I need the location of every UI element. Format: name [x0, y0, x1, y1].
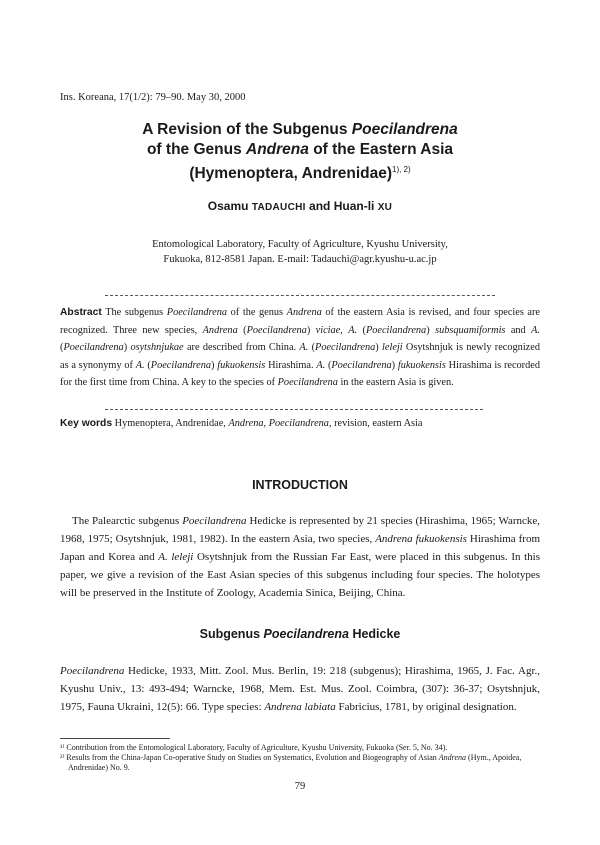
author-list [60, 199, 540, 213]
title-text: A Revision of the Subgenus [142, 121, 352, 138]
abstract-text: and [505, 324, 532, 336]
body-italic: Andrena labiata [264, 701, 336, 713]
abstract-text: ) [211, 359, 218, 371]
abstract-italic: Andrena [286, 307, 322, 318]
abstract-italic: fukuokensis [217, 359, 266, 371]
paper-title [60, 120, 540, 184]
body-text: Hirashima from Japan and Korea and [60, 533, 541, 563]
author-given-name: Huan-li [333, 199, 378, 213]
title-italic: Poecilandrena [351, 121, 458, 138]
heading-text: Hedicke [348, 627, 401, 641]
abstract-text: ( [357, 324, 366, 336]
separator-rule [105, 295, 495, 296]
keywords-label: Key words [60, 418, 113, 429]
author-conjunction: and [305, 199, 334, 213]
abstract-italic: Poecilandrena [315, 342, 376, 353]
abstract-text: ) [123, 342, 131, 353]
affiliation-line: Fukuoka, 812-8581 Japan. E-mail: Tadauchi@agr.kyushu-u.ac.jp [163, 254, 437, 265]
abstract-italic: Andrena [202, 324, 238, 336]
abstract-italic: Poecilandrena [277, 377, 338, 388]
title-italic: Andrena [246, 141, 309, 158]
abstract [60, 304, 540, 392]
body-text: Hedicke, 1933, Mitt. Zool. Mus. Berlin, 19: 218 (subgenus); Hirashima, 1965, J. Fac. Agr., Kyushu Univ., 13: 493-494; Warncke, 1968, Mem. Est. Mus. Zool. Coimbra, (307): 36-37; Osytshnjuk, 1975, Fauna Ukraini, 12(5): 66. Type species: [60, 665, 540, 713]
title-text: (Hymenoptera, Andrenidae) [189, 165, 392, 183]
abstract-text: , [340, 324, 349, 336]
title-text: of the Eastern Asia [308, 141, 454, 158]
abstract-italic: Poecilandrena [63, 342, 124, 353]
footnote-1: ¹⁾ Contribution from the Entomological Laboratory, Faculty of Agriculture, Kyushu University, Fukuoka (Ser. 5, No. 34). [60, 743, 448, 752]
abstract-text: Hirashima is recorded for the first time from China. A key to the species of [60, 359, 540, 388]
footnote-rule [60, 738, 170, 739]
keywords-text: Hymenoptera, Andrenidae, [112, 418, 229, 429]
abstract-text: ( [237, 324, 247, 336]
keywords-italic: Poecilandrena [268, 418, 329, 429]
abstract-italic: subsquamiformis [435, 324, 506, 336]
body-text: Osytshnjuk from the Russian Far East, were placed in this subgenus. In this paper, we give a revision of the East Asian species of this subgenus including four species. The holotypes will be preserved in the Institute of Zoology, Academia Sinica, Beijing, China. [60, 551, 541, 599]
affiliation [60, 237, 540, 267]
page-number: 79 [294, 781, 306, 792]
abstract-italic: A. [348, 324, 358, 336]
author-surname: TADAUCHI [251, 202, 306, 213]
body-italic: Poecilandrena [60, 665, 125, 677]
abstract-text: ) [375, 342, 383, 353]
body-italic: A. leleji [158, 551, 194, 563]
abstract-italic: A. [299, 342, 309, 353]
abstract-italic: Poecilandrena [166, 307, 228, 318]
abstract-text: are described from China. [183, 342, 300, 353]
heading-italic: Poecilandrena [263, 627, 349, 641]
abstract-italic: Poecilandrena [246, 324, 307, 336]
abstract-italic: viciae [315, 324, 341, 336]
abstract-text: Hirashima. [265, 359, 317, 371]
abstract-italic: osytshnjukae [130, 342, 184, 353]
body-text: Hedicke is represented by 21 species (Hirashima, 1965; Warncke, 1968, 1975; Osytshnjuk, 1981, 1982). In the eastern Asia, two species, [60, 515, 541, 545]
abstract-italic: fukuokensis [397, 359, 446, 371]
journal-citation: Ins. Koreana, 17(1/2): 79–90. May 30, 2000 [60, 92, 246, 103]
abstract-text: ) [306, 324, 316, 336]
footnote-text: ²⁾ Results from the China-Japan Co-operative Study on Studies on Systematics, Evolution and Biogeography of Asian [60, 753, 439, 762]
keywords-text: , [263, 418, 269, 429]
abstract-text: of the genus [227, 307, 287, 318]
abstract-italic: Poecilandrena [150, 359, 212, 371]
abstract-italic: A. [531, 324, 540, 336]
abstract-text: ( [308, 342, 316, 353]
body-italic: Poecilandrena [182, 515, 247, 527]
abstract-label: Abstract [60, 307, 102, 318]
abstract-text: of the eastern Asia is revised, and four species are recognized. Three new species, [60, 307, 541, 336]
footnotes [60, 743, 540, 773]
footnote-2 [60, 753, 540, 773]
footnote-italic: Andrena [438, 753, 467, 762]
introduction-heading: INTRODUCTION [252, 478, 348, 492]
subgenus-paragraph [60, 662, 540, 716]
title-text: of the Genus [146, 141, 247, 158]
abstract-text: ( [325, 359, 332, 371]
abstract-italic: A. [135, 359, 145, 371]
author-surname: XU [377, 202, 393, 213]
keywords-text: , revision, eastern Asia [328, 418, 423, 429]
affiliation-line: Entomological Laboratory, Faculty of Agriculture, Kyushu University, [152, 239, 448, 250]
abstract-text: ) [391, 359, 398, 371]
body-italic: Andrena fukuokensis [375, 533, 467, 545]
abstract-text: ( [60, 342, 64, 353]
abstract-italic: Poecilandrena [331, 359, 392, 371]
introduction-paragraph [60, 512, 540, 602]
footnote-text: (Hym., Apoidea, Andrenidae) No. 9. [68, 753, 522, 772]
subgenus-heading [60, 627, 540, 641]
abstract-italic: A. [316, 359, 326, 371]
abstract-text: ) [426, 324, 436, 336]
title-footnote-marker: 1), 2) [392, 165, 411, 174]
keywords-italic: Andrena [228, 418, 264, 429]
keywords [60, 418, 540, 429]
abstract-text: The subgenus [101, 307, 167, 318]
abstract-text: Osytshnjuk is newly recognized as a synonymy of [60, 342, 540, 371]
abstract-italic: Poecilandrena [365, 324, 427, 336]
abstract-text: in the eastern Asia is given. [337, 377, 454, 388]
author-given-name: Osamu [207, 199, 252, 213]
abstract-text: ( [144, 359, 151, 371]
body-text: Fabricius, 1781, by original designation. [335, 701, 517, 713]
separator-rule [105, 409, 483, 410]
abstract-italic: leleji [382, 342, 403, 353]
heading-text: Subgenus [199, 627, 264, 641]
body-text: The Palearctic subgenus [72, 515, 183, 527]
